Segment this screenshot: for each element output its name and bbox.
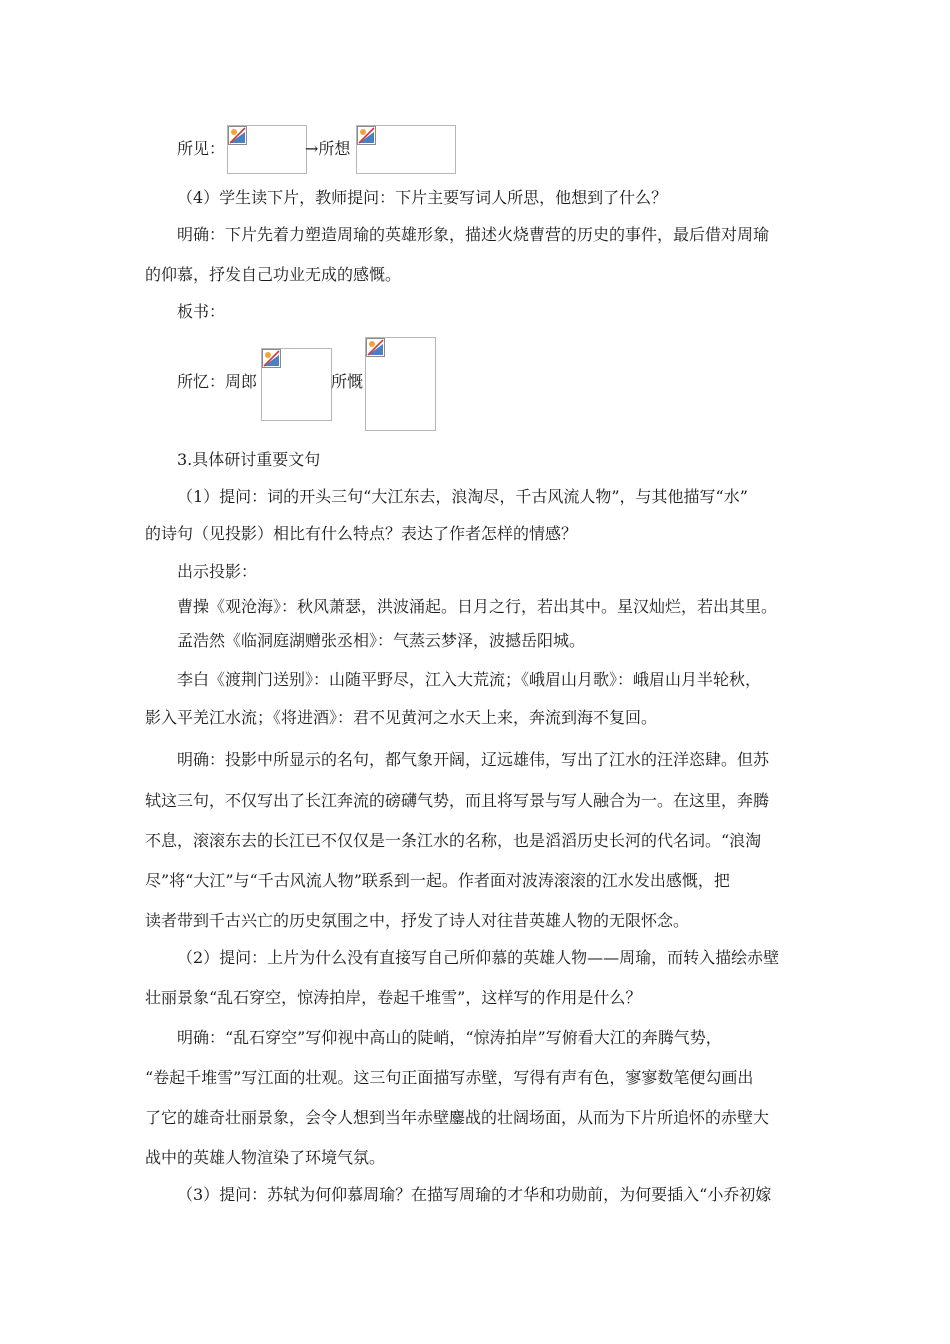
quote-caocao: 曹操《观沧海》：秋风萧瑟，洪波涌起。日月之行，若出其中。星汉灿烂，若出其里。 <box>177 597 778 616</box>
broken-image-icon <box>357 126 376 145</box>
a1-line1: 明确：投影中所显示的名句，都气象开阔，辽远雄伟，写出了江水的汪洋恣肆。但苏 <box>177 750 770 769</box>
quote-menghaoran: 孟浩然《临洞庭湖赠张丞相》：气蒸云梦泽，波撼岳阳城。 <box>177 631 586 650</box>
q1-line1: （1）提问：词的开头三句“大江东去，浪淘尽，千古风流人物”，与其他描写“水” <box>177 487 748 506</box>
show-projection: 出示投影： <box>177 562 258 581</box>
section3-title: 3.具体研讨重要文句 <box>177 450 321 469</box>
p4-answer-line1: 明确：下片先着力塑造周瑜的英雄形象，描述火烧曹营的历史的事件，最后借对周瑜 <box>177 225 770 244</box>
broken-image-icon <box>228 126 247 145</box>
diagram1-arrow: →所想 <box>305 139 351 158</box>
diagram2-label-recall: 所忆：周郎 <box>177 372 258 391</box>
diagram1-image-seen <box>227 125 307 174</box>
a2-line2: “卷起千堆雪”写江面的壮观。这三句正面描写赤壁，写得有声有色，寥寥数笔便勾画出 <box>145 1068 754 1087</box>
a1-line4: 尽”将“大江”与“千古风流人物”联系到一起。作者面对波涛滚滚的江水发出感慨，把 <box>145 871 730 890</box>
diagram2-image-feel <box>365 337 436 431</box>
quote-libai-line1: 李白《渡荆门送别》：山随平野尽，江入大荒流；《峨眉山月歌》：峨眉山月半轮秋， <box>177 670 762 689</box>
q1-line2: 的诗句（见投影）相比有什么特点？表达了作者怎样的情感？ <box>145 524 578 543</box>
a1-line3: 不息，滚滚东去的长江已不仅仅是一条江水的名称，也是滔滔历史长河的代名词。“浪淘 <box>145 831 762 850</box>
diagram1-label-thought: 所想 <box>318 139 351 158</box>
diagram2-image-recall <box>261 348 332 421</box>
p4-answer-line2: 的仰慕，抒发自己功业无成的感慨。 <box>145 265 402 284</box>
diagram1-label-seen: 所见： <box>177 139 226 158</box>
broken-image-icon <box>262 349 281 368</box>
board-label: 板书： <box>177 302 226 321</box>
q2-line1: （2）提问：上片为什么没有直接写自己所仰慕的英雄人物——周瑜，而转入描绘赤壁 <box>177 948 780 967</box>
q3-line1: （3）提问：苏轼为何仰慕周瑜？在描写周瑜的才华和功勋前，为何要插入“小乔初嫁 <box>177 1185 772 1204</box>
diagram2-label-feel: 所慨 <box>331 372 364 391</box>
a1-line2: 轼这三句，不仅写出了长江奔流的磅礴气势，而且将写景与写人融合为一。在这里，奔腾 <box>145 791 770 810</box>
a2-line1: 明确：“乱石穿空”写仰视中高山的陡峭，“惊涛拍岸”写俯看大江的奔腾气势， <box>177 1028 722 1047</box>
broken-image-icon <box>366 338 385 357</box>
p4-question: （4）学生读下片，教师提问：下片主要写词人所思，他想到了什么？ <box>177 188 668 207</box>
a2-line3: 了它的雄奇壮丽景象，会令人想到当年赤壁鏖战的壮阔场面，从而为下片所追怀的赤壁大 <box>145 1108 770 1127</box>
quote-libai-line2: 影入平羌江水流；《将进酒》：君不见黄河之水天上来，奔流到海不复回。 <box>145 708 658 727</box>
diagram1-image-thought <box>356 125 456 174</box>
a1-line5: 读者带到千古兴亡的历史氛围之中，抒发了诗人对往昔英雄人物的无限怀念。 <box>145 911 690 930</box>
q2-line2: 壮丽景象“乱石穿空，惊涛拍岸，卷起千堆雪”，这样写的作用是什么？ <box>145 988 642 1007</box>
a2-line4: 战中的英雄人物渲染了环境气氛。 <box>145 1148 386 1167</box>
